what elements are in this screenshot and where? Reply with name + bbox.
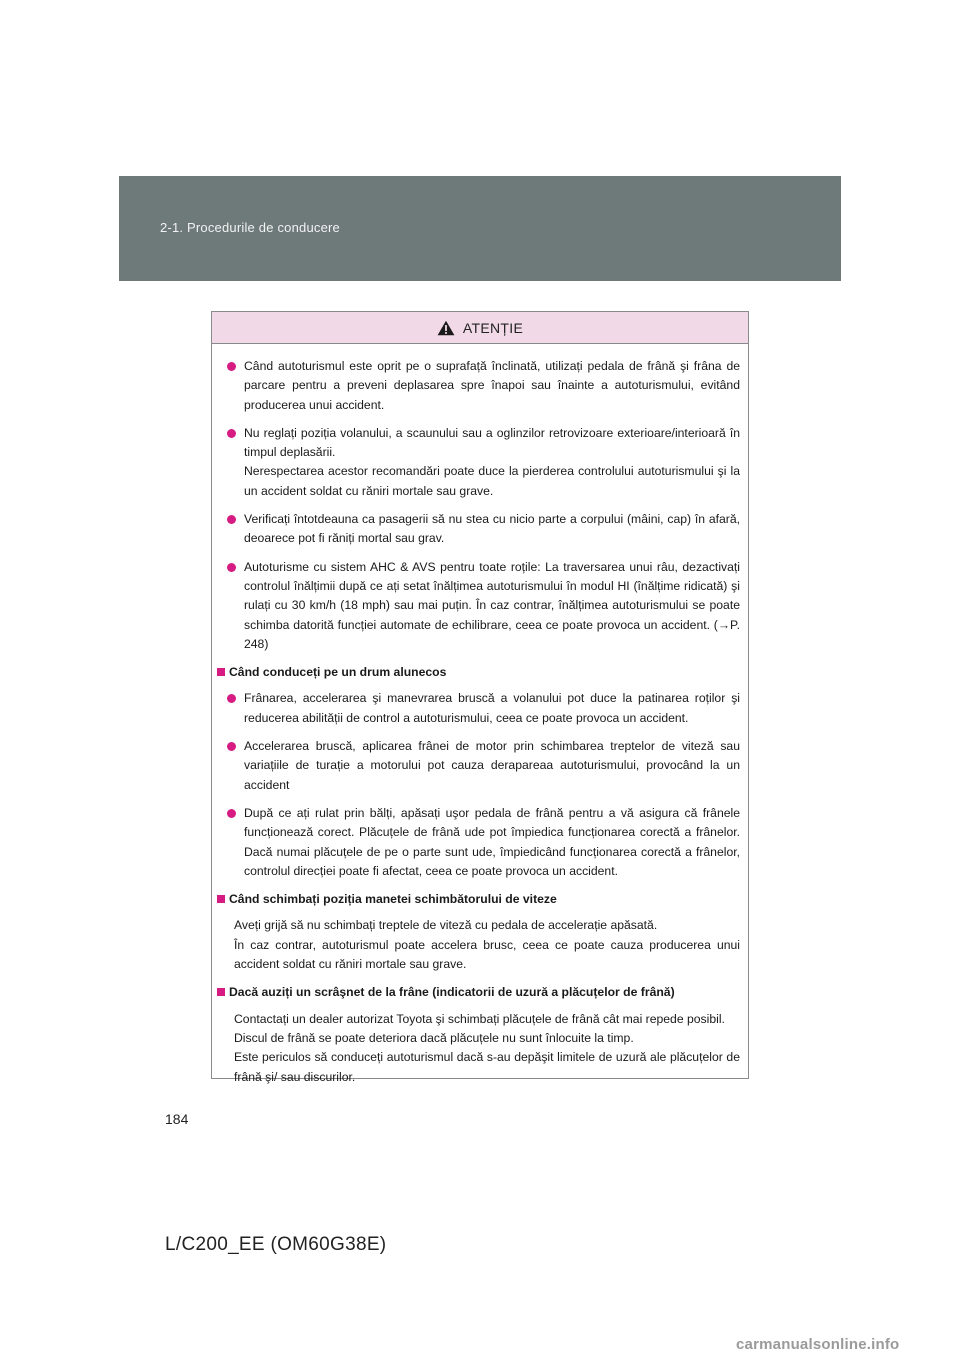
bullet-item [216,558,740,654]
warning-box [211,311,749,1084]
bullet-text: Autoturisme cu sistem AHC & AVS pentru toate roțile: La traversarea unui râu, dezactivați controlul înălțimii după ce ați setat înălțimea autoturismului în modul HI (înălțime ridicată) şi rulați cu 30 km/h (18 mph) sau mai puțin. În caz contrar, înălțimea autoturismului se poate schimba datorită funcției automate de echilibrare, ceea ce poate provoca un accident. (→P. 248) [244,559,740,651]
bullet-item [216,424,740,501]
bullet-item [216,510,740,549]
bullet-text: După ce ați rulat prin bălți, apăsați uşor pedala de frână pentru a vă asigura că frânele funcționează corect. Plăcuțele de frână ude pot împiedica funcționarea corectă a frânelor. Dacă numai plăcuțele de pe o parte sunt ude, împiedicând funcționarea corectă a frânelor, controlul direcției poate fi afectat, ceea ce poate provoca un accident. [244,805,740,878]
bullet-text: Frânarea, accelerarea şi manevrarea bruscă a volanului pot duce la patinarea roților şi reducerea abilității de control a autoturismului, ceea ce poate provoca un accident. [244,691,740,725]
bullet-item [216,804,740,881]
bullet-dot-icon [227,362,236,371]
warning-triangle-icon [437,320,455,336]
page-number: 184 [165,1111,189,1127]
bullet-text: Accelerarea bruscă, aplicarea frânei de motor prin schimbarea treptelor de viteză sau variațiile de turație a motorului pot cauza derapareaa autoturismului, provocând la un accident [244,739,740,792]
bullet-text: Verificați întotdeauna ca pasagerii să nu stea cu nicio parte a corpului (mâini, cap) în afară, deoarece pot fi răniți mortal sau grav. [244,512,740,546]
bullet-text: Când autoturismul este oprit pe o suprafață înclinată, utilizați pedala de frână şi frâna de parcare pentru a preveni deplasarea spre înapoi sau înainte a autoturismului, evitând producerea unui accident. [244,359,740,412]
bullet-dot-icon [227,742,236,751]
section-paragraph: Contactați un dealer autorizat Toyota şi schimbați plăcuțele de frână cât mai repede posibil. Discul de frână se poate deteriora dacă plăcuțele nu sunt înlocuite la timp. Este periculos să conduceți autoturismul dacă s-au depăşit limitele de uzură ale plăcuțelor de frână şi/ sau discurilor. [234,1011,740,1084]
bullet-text: Nerespectarea acestor recomandări poate duce la pierderea controlului autoturismului şi la un accident soldat cu răniri mortale sau grave. [244,464,740,498]
warning-title: ATENȚIE [462,319,524,336]
section-heading: Când schimbați poziția manetei schimbătorului de viteze [216,890,740,909]
square-marker-icon [217,668,225,676]
bullet-dot-icon [227,429,236,438]
warning-body [212,344,748,1087]
bullet-item [216,737,740,795]
square-marker-icon [217,988,225,996]
document-code: L/C200_EE (OM60G38E) [165,1234,387,1255]
section-title: 2-1. Procedurile de conducere [160,220,340,235]
bullet-text: Nu reglați poziția volanului, a scaunului sau a oglinzilor retrovizoare exterioare/interioară în timpul deplasării. [244,425,740,460]
bullet-dot-icon [227,694,236,703]
bullet-item [216,689,740,728]
section-paragraph: Aveți grijă să nu schimbați treptele de viteză cu pedala de accelerație apăsată. În caz contrar, autoturismul poate accelera brusc, ceea ce poate cauza producerea unui accident soldat cu răniri mortale sau grave. [234,918,740,972]
bullet-dot-icon [227,563,236,572]
bullet-item [216,357,740,415]
section-heading: Dacă auziți un scrâşnet de la frâne (indicatorii de uzură a plăcuțelor de frână) [216,983,740,1002]
section-heading: Când conduceți pe un drum alunecos [216,663,740,682]
watermark: carmanualsonline.info [736,1336,900,1353]
square-marker-icon [217,895,225,903]
bullet-dot-icon [227,515,236,524]
warning-box-header [212,312,748,344]
bullet-dot-icon [227,809,236,818]
